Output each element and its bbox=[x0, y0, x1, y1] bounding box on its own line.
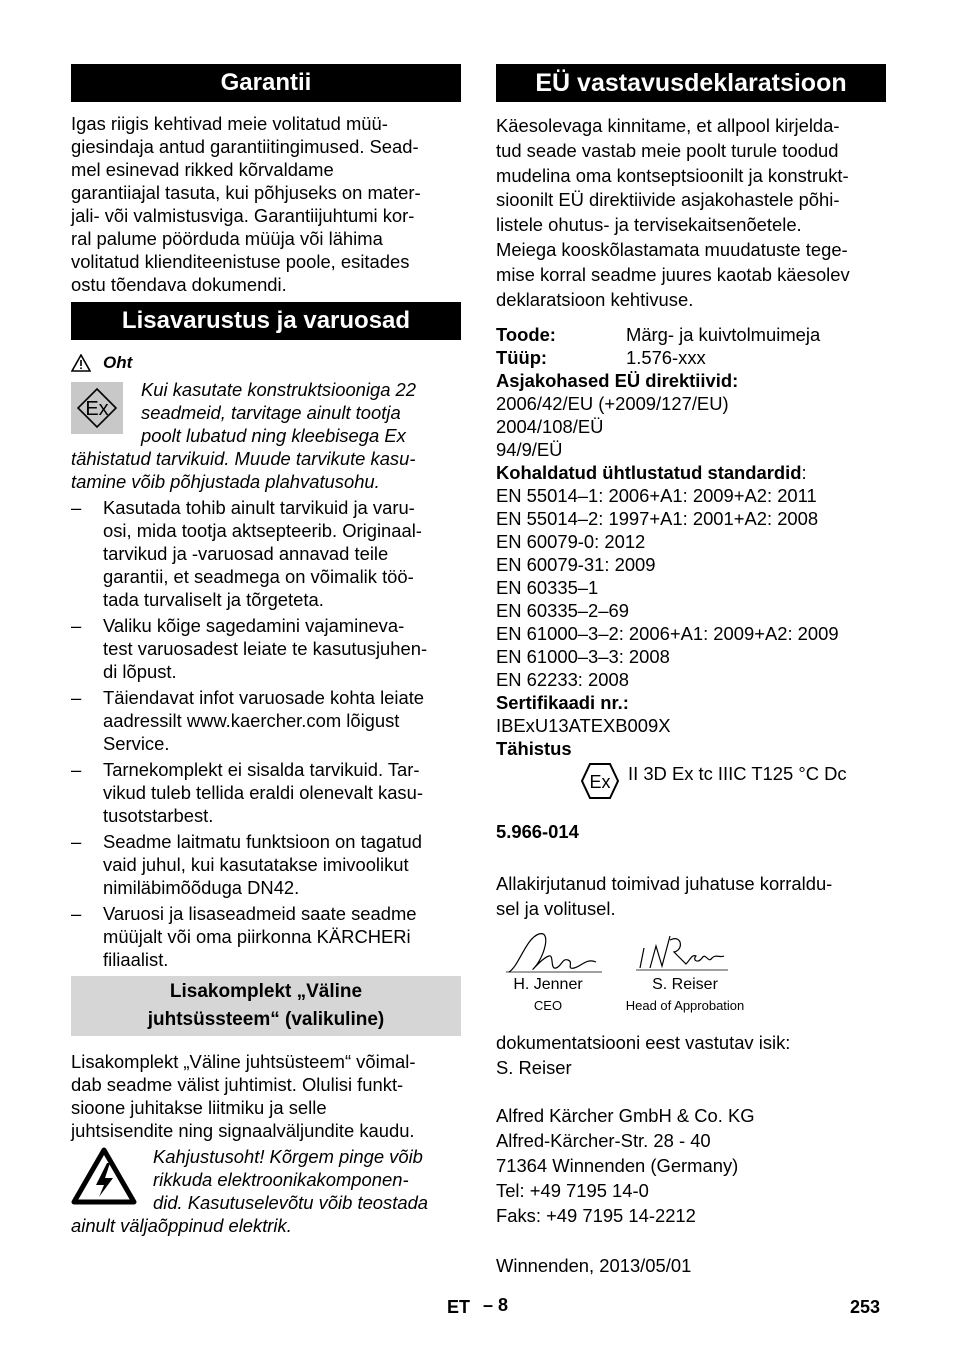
ex-icon-label: Ex bbox=[85, 398, 109, 420]
external-control-heading: Lisakomplekt „Väline juhtsüssteem“ (valikuline) bbox=[71, 976, 461, 1036]
document-number: 5.966-014 bbox=[496, 821, 579, 842]
declaration-heading: EÜ vastavusdeklaratsioon bbox=[496, 64, 886, 102]
product-value: Märg- ja kuivtolmuimeja bbox=[626, 324, 821, 346]
type-label: Tüüp: bbox=[496, 347, 548, 369]
standards-label-line bbox=[496, 461, 886, 484]
list-item-text: Valiku kõige sagedamini vajamineva- test varuosadest leiate te kasutusjuhen- di lõpust. bbox=[103, 615, 428, 682]
product-row bbox=[496, 323, 886, 346]
standard-item: EN 55014–1: 2006+A1: 2009+A2: 2011 bbox=[496, 485, 817, 507]
warranty-heading: Garantii bbox=[71, 64, 461, 102]
type-row bbox=[496, 346, 886, 369]
standard-item: EN 62233: 2008 bbox=[496, 669, 629, 691]
product-label: Toode: bbox=[496, 324, 556, 346]
dash-bullet: – bbox=[71, 497, 82, 518]
signature-jenner bbox=[504, 928, 604, 978]
address-line: Tel: +49 7195 14-0 bbox=[496, 1180, 649, 1201]
responsible-block bbox=[496, 1030, 886, 1080]
list-item-text: Täiendavat infot varuosade kohta leiate aadressilt www.kaercher.com lõigust Service. bbox=[103, 687, 425, 754]
list-item bbox=[71, 614, 461, 683]
directive-item: 94/9/EÜ bbox=[496, 439, 563, 461]
product-details bbox=[496, 323, 886, 800]
address-line: 71364 Winnenden (Germany) bbox=[496, 1155, 739, 1176]
footer-local-page: – 8 bbox=[483, 1295, 509, 1315]
directive-item: 2004/108/EÜ bbox=[496, 416, 604, 438]
directives-label: Asjakohased EÜ direktiivid: bbox=[496, 370, 739, 392]
place-date: Winnenden, 2013/05/01 bbox=[496, 1255, 692, 1276]
dash-bullet: – bbox=[71, 687, 82, 708]
warning-header bbox=[71, 352, 461, 374]
standard-item: EN 61000–3–2: 2006+A1: 2009+A2: 2009 bbox=[496, 623, 839, 645]
list-item-text: Kasutada tohib ainult tarvikuid ja varu- osi, mida tootja aktsepteerib. Originaal- tarvikud ja -varuosad annavad teile garantii, et seadmega on võimalik töö- tada turvaliselt ja tõrgeteta. bbox=[103, 497, 422, 610]
standards-colon: : bbox=[801, 462, 807, 484]
marking-value: II 3D Ex tc IIIC T125 °C Dc bbox=[628, 763, 847, 785]
declaration-intro: Käesolevaga kinnitame, et allpool kirjelda- tud seade vastab meie poolt turule toodud mudelina oma kontseptsioonilt ja konstrukt- sioonilt EÜ direktiivide asjakohastele põhi- listele ohutus- ja tervisekaitsenõetele. Meiega kooskõlastamata muudatuste tege- mise korral seadme juures kaotab käesolev deklaratsioon kehtivuse. bbox=[496, 115, 850, 310]
signed-text: Allakirjutanud toimivad juhatuse korraldu- sel ja volitusel. bbox=[496, 873, 833, 919]
type-value: 1.576-xxx bbox=[626, 347, 706, 369]
standard-item: EN 60079-0: 2012 bbox=[496, 531, 646, 553]
accessories-heading: Lisavarustus ja varuosad bbox=[71, 302, 461, 340]
list-item bbox=[71, 902, 461, 971]
directive-item: 2006/42/EU (+2009/127/EU) bbox=[496, 393, 729, 415]
list-item-text: Seadme laitmatu funktsioon on tagatud vaid juhul, kui kasutatakse imivoolikut nimiläbimõõduga DN42. bbox=[103, 831, 422, 898]
dash-bullet: – bbox=[71, 615, 82, 636]
signer1-role: CEO bbox=[533, 998, 563, 1013]
electric-danger-warning bbox=[71, 1145, 461, 1237]
list-item bbox=[71, 830, 461, 899]
signer2-role: Head of Approbation bbox=[625, 998, 745, 1013]
marking-label: Tähistus bbox=[496, 738, 572, 760]
footer-page-number: 253 bbox=[850, 1297, 881, 1317]
warning-triangle-icon bbox=[71, 354, 91, 372]
signer2-name: S. Reiser bbox=[652, 976, 718, 993]
external-control-text: Lisakomplekt „Väline juhtsüsteem“ võimal- dab seadme välist juhtimist. Olulisi funkt- sioone juhitakse liitmiku ja selle juhtsisendite ning signaalväljundite kaudu. bbox=[71, 1051, 416, 1141]
list-item bbox=[71, 686, 461, 755]
warranty-text: Igas riigis kehtivad meie volitatud müü- giesindaja antud garantiitingimused. Sead- mel esinevad rikked kõrvaldame garantiiajal tasuta, kui põhjuseks on mater- jali- või valmistusviga. Garantiijuhtumi kor- ral palume pöörduda müüja või lähima volitatud klienditeenistuse poole, esitades ostu tõendava dokumendi. bbox=[71, 113, 421, 295]
dash-bullet: – bbox=[71, 831, 82, 852]
responsible-label: dokumentatsiooni eest vastutav isik: bbox=[496, 1032, 791, 1053]
dash-bullet: – bbox=[71, 903, 82, 924]
ex-hexagon-label: Ex bbox=[589, 772, 611, 793]
address-line: Alfred Kärcher GmbH & Co. KG bbox=[496, 1105, 755, 1126]
standard-item: EN 60079-31: 2009 bbox=[496, 554, 656, 576]
address-line: Faks: +49 7195 14-2212 bbox=[496, 1205, 696, 1226]
standard-item: EN 55014–2: 1997+A1: 2001+A2: 2008 bbox=[496, 508, 819, 530]
warning-text: Kui kasutate konstruktsiooniga 22 seadmeid, tarvitage ainult tootja poolt lubatud ning kleebisega Ex tähistatud tarvikuid. Muude tarvikute kasu- tamine võib põhjustada plahvatusohu. bbox=[71, 379, 417, 492]
address-line: Alfred-Kärcher-Str. 28 - 40 bbox=[496, 1130, 711, 1151]
electric-danger-icon bbox=[71, 1147, 137, 1205]
company-address bbox=[496, 1103, 886, 1228]
list-item-text: Varuosi ja lisaseadmeid saate seadme müüjalt või oma piirkonna KÄRCHERi filiaalist. bbox=[103, 903, 417, 970]
responsible-name: S. Reiser bbox=[496, 1057, 572, 1078]
accessories-list bbox=[71, 496, 461, 971]
marking-row bbox=[496, 762, 886, 800]
ex-hexagon-icon bbox=[580, 762, 620, 800]
footer-language: ET bbox=[447, 1297, 471, 1317]
standard-item: EN 60335–2–69 bbox=[496, 600, 629, 622]
certificate-label: Sertifikaadi nr.: bbox=[496, 692, 629, 714]
list-item bbox=[71, 758, 461, 827]
list-item bbox=[71, 496, 461, 611]
right-column bbox=[496, 64, 886, 1276]
signer1-name: H. Jenner bbox=[513, 976, 583, 993]
dash-bullet: – bbox=[71, 759, 82, 780]
ex-atex-icon bbox=[71, 382, 123, 434]
standard-item: EN 60335–1 bbox=[496, 577, 599, 599]
explosion-warning bbox=[71, 378, 461, 493]
certificate-value: IBExU13ATEXB009X bbox=[496, 715, 671, 737]
standards-label: Kohaldatud ühtlustatud standardid bbox=[496, 462, 802, 484]
list-item-text: Tarnekomplekt ei sisalda tarvikuid. Tar- vikud tuleb tellida eraldi olenevalt kasu- tusotstarbest. bbox=[103, 759, 423, 826]
danger-text: Kahjustusoht! Kõrgem pinge võib rikkuda elektroonikakomponen- did. Kasutuselevõtu võib teostada ainult väljaõppinud elektrik. bbox=[71, 1146, 429, 1236]
standard-item: EN 61000–3–3: 2008 bbox=[496, 646, 670, 668]
signature-reiser bbox=[636, 930, 728, 976]
left-column bbox=[71, 64, 461, 1237]
warning-title: Oht bbox=[103, 353, 133, 372]
